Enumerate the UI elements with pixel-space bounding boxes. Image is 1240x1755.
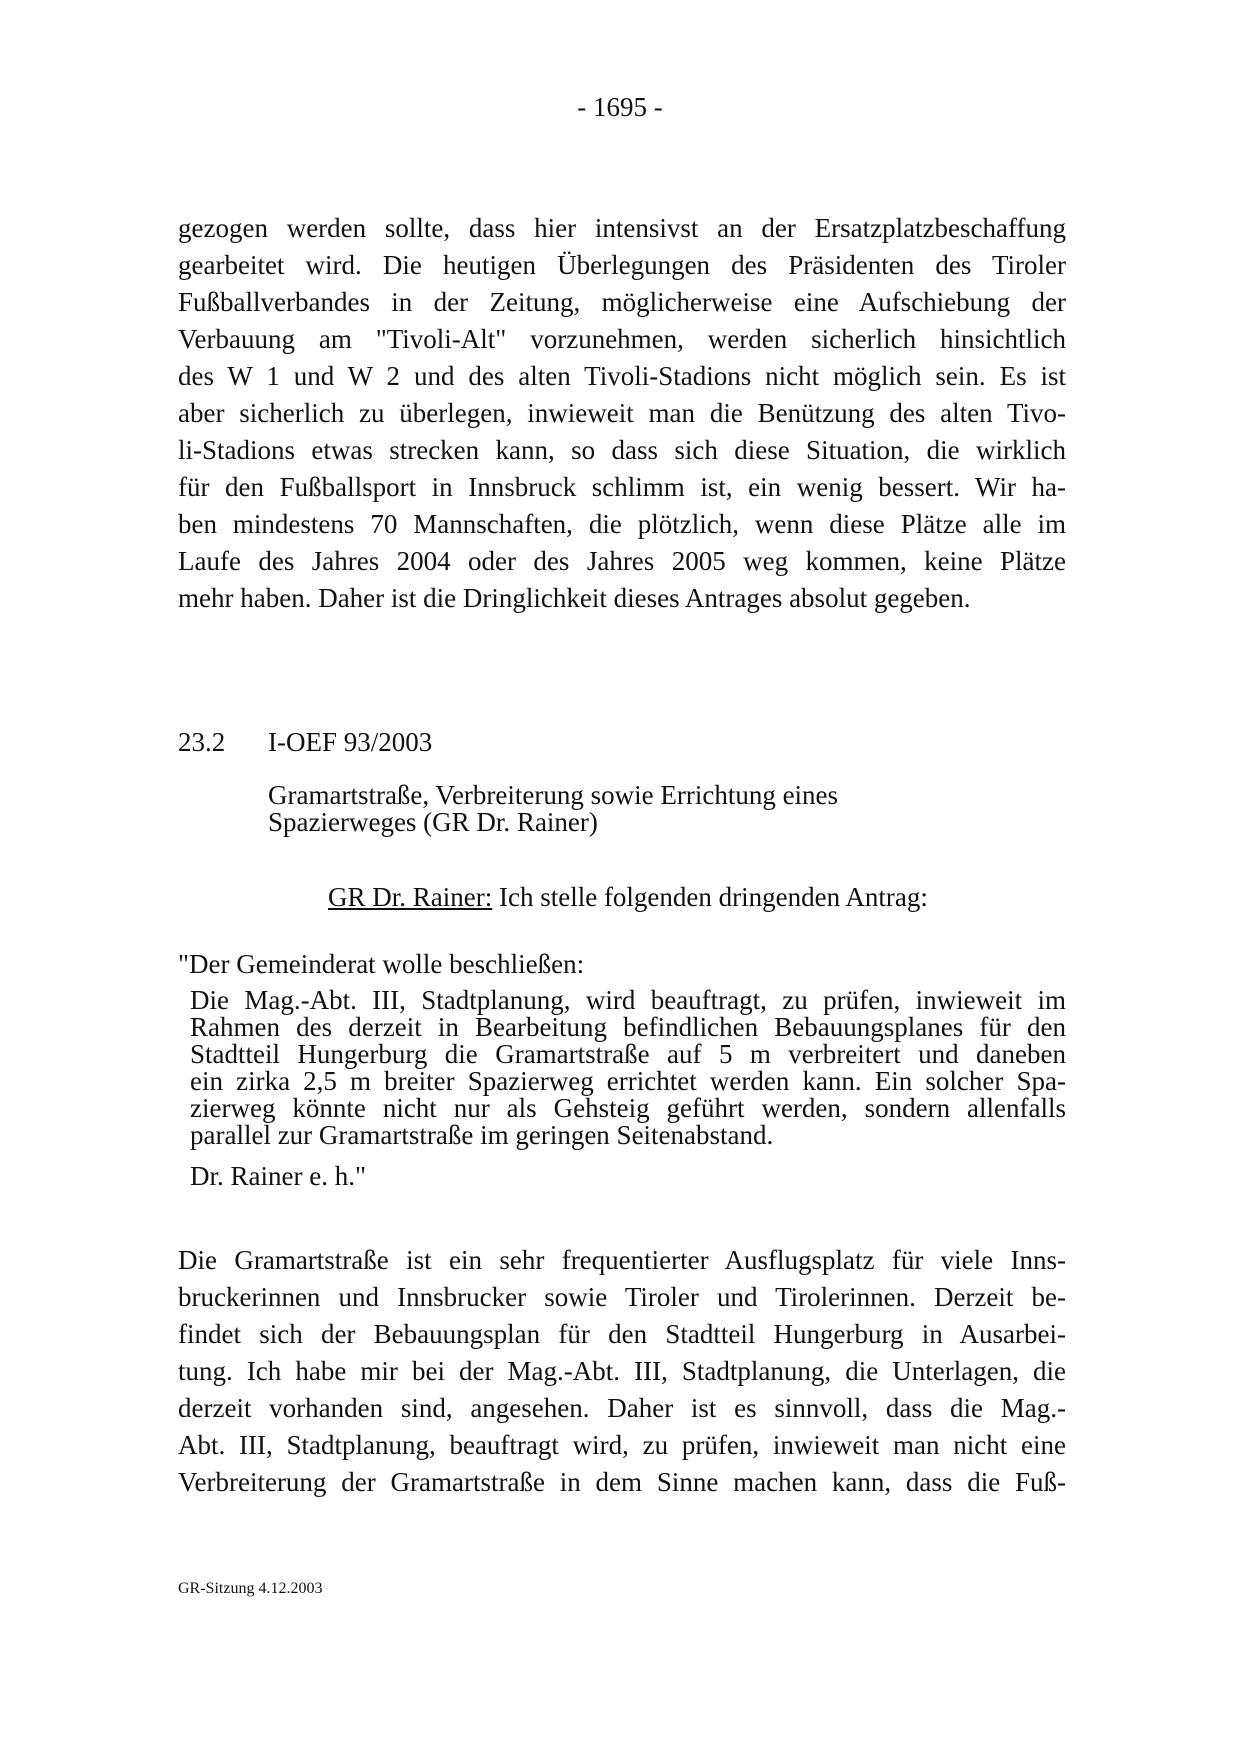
paragraph-line: gezogen werden sollte, dass hier intensivst an der Ersatzplatzbeschaffung xyxy=(178,213,1066,243)
paragraph-line: aber sicherlich zu überlegen, inwieweit man die Benützung des alten Tivo- xyxy=(178,398,1066,428)
paragraph-line: mehr haben. Daher ist die Dringlichkeit dieses Antrages absolut gegeben. xyxy=(178,583,971,613)
motion-signature: Dr. Rainer e. h." xyxy=(190,1161,366,1191)
motion-line: zierweg könnte nicht nur als Gehsteig geführt werden, sondern allenfalls xyxy=(190,1093,1066,1123)
paragraph-line: li-Stadions etwas strecken kann, so dass sich diese Situation, die wirklich xyxy=(178,435,1066,465)
agenda-item-id: I-OEF 93/2003 xyxy=(268,727,433,757)
paragraph-line: Verbauung am "Tivoli-Alt" vorzunehmen, werden sicherlich hinsichtlich xyxy=(178,324,1066,354)
paragraph-line: gearbeitet wird. Die heutigen Überlegungen des Präsidenten des Tiroler xyxy=(178,250,1066,280)
page-footer: GR-Sitzung 4.12.2003 xyxy=(178,1580,323,1597)
motion-line: ein zirka 2,5 m breiter Spazierweg errichtet werden kann. Ein solcher Spa- xyxy=(190,1066,1066,1096)
motion-line: Die Mag.-Abt. III, Stadtplanung, wird beauftragt, zu prüfen, inwieweit im xyxy=(190,985,1066,1015)
body-paragraph-1 xyxy=(178,210,1066,617)
paragraph-line: derzeit vorhanden sind, angesehen. Daher ist es sinnvoll, dass die Mag.- xyxy=(178,1393,1066,1423)
speaker-statement xyxy=(328,882,928,913)
motion-intro: "Der Gemeinderat wolle beschließen: xyxy=(178,949,585,979)
agenda-item-title xyxy=(268,782,968,836)
paragraph-line: ben mindestens 70 Mannschaften, die plötzlich, wenn diese Plätze alle im xyxy=(178,509,1066,539)
speaker-name: GR Dr. Rainer: xyxy=(328,882,493,912)
paragraph-line: findet sich der Bebauungsplan für den Stadtteil Hungerburg in Ausarbei- xyxy=(178,1319,1066,1349)
paragraph-line: Laufe des Jahres 2004 oder des Jahres 2005 weg kommen, keine Plätze xyxy=(178,546,1066,576)
speaker-text: Ich stelle folgenden dringenden Antrag: xyxy=(492,882,928,912)
body-paragraph-2 xyxy=(178,1242,1066,1501)
agenda-item-number: 23.2 xyxy=(178,727,226,757)
page-number: - 1695 - xyxy=(577,92,663,122)
paragraph-line: Verbreiterung der Gramartstraße in dem Sinne machen kann, dass die Fuß- xyxy=(178,1467,1066,1497)
paragraph-line: Abt. III, Stadtplanung, beauftragt wird, zu prüfen, inwieweit man nicht eine xyxy=(178,1430,1066,1460)
paragraph-line: Fußballverbandes in der Zeitung, möglicherweise eine Aufschiebung der xyxy=(178,287,1066,317)
agenda-title-line: Spazierweges (GR Dr. Rainer) xyxy=(268,807,598,837)
paragraph-line: Die Gramartstraße ist ein sehr frequentierter Ausflugsplatz für viele Inns- xyxy=(178,1245,1066,1275)
paragraph-line: des W 1 und W 2 und des alten Tivoli-Stadions nicht möglich sein. Es ist xyxy=(178,361,1066,391)
motion-line: parallel zur Gramartstraße im geringen Seitenabstand. xyxy=(190,1120,774,1150)
paragraph-line: bruckerinnen und Innsbrucker sowie Tiroler und Tirolerinnen. Derzeit be- xyxy=(178,1282,1066,1312)
paragraph-line: für den Fußballsport in Innsbruck schlimm ist, ein wenig bessert. Wir ha- xyxy=(178,472,1066,502)
paragraph-line: tung. Ich habe mir bei der Mag.-Abt. III, Stadtplanung, die Unterlagen, die xyxy=(178,1356,1066,1386)
motion-line: Rahmen des derzeit in Bearbeitung befindlichen Bebauungsplanes für den xyxy=(190,1012,1066,1042)
agenda-title-line: Gramartstraße, Verbreiterung sowie Errichtung eines xyxy=(268,780,839,810)
motion-line: Stadtteil Hungerburg die Gramartstraße auf 5 m verbreitert und daneben xyxy=(190,1039,1066,1069)
motion-body xyxy=(190,987,1066,1149)
